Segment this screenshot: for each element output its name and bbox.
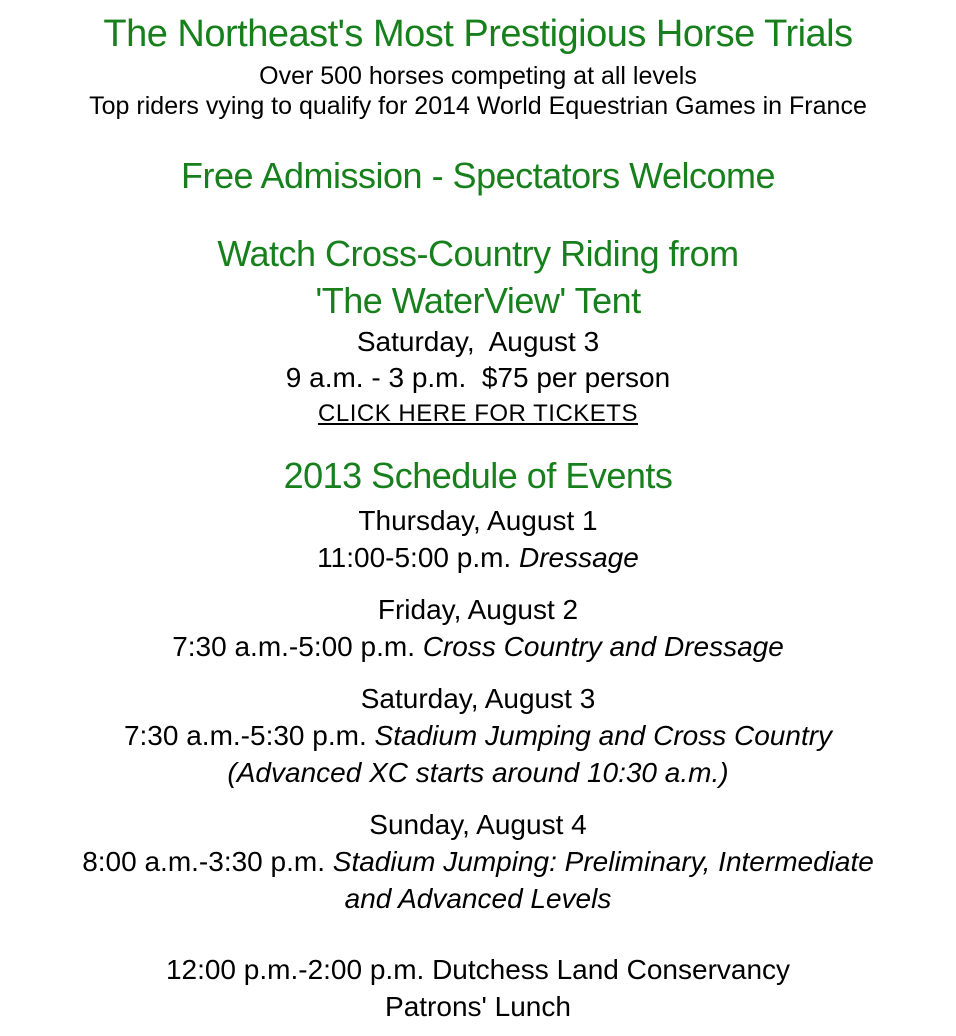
event-name: Stadium Jumping and Cross Country [374,720,833,751]
tickets-link[interactable]: CLICK HERE FOR TICKETS [318,400,638,427]
subtitle [8,61,948,121]
lunch-line-2: Patrons' Lunch [385,991,571,1022]
day-schedule-line [8,843,948,880]
tent-heading-line-2: 'The WaterView' Tent [315,280,641,321]
tent-heading-line-1: Watch Cross-Country Riding from [217,233,739,274]
event-name: Cross Country and Dressage [422,631,784,662]
event-name-continued: and Advanced Levels [344,883,612,914]
schedule-heading: 2013 Schedule of Events [283,455,673,496]
schedule-day-sunday [8,806,948,917]
time-range: 7:30 a.m.-5:00 p.m. [172,631,415,662]
time-range: 7:30 a.m.-5:30 p.m. [123,720,367,751]
schedule-day-friday [8,591,948,665]
tickets-link-line [8,396,948,432]
day-name: Saturday, August 3 [360,683,596,714]
event-name: Dressage [518,542,639,573]
patrons-lunch-entry [8,951,948,1025]
subtitle-line-2: Top riders vying to qualify for 2014 World Equestrian Games in France [89,92,867,120]
day-name: Thursday, August 1 [358,505,598,536]
event-note: (Advanced XC starts around 10:30 a.m.) [227,757,729,788]
tent-event-time-price: 9 a.m. - 3 p.m. $75 per person [285,362,671,393]
day-schedule-line [8,717,948,754]
tent-event-date: Saturday, August 3 [356,326,600,357]
subtitle-line-1: Over 500 horses competing at all levels [259,62,697,90]
tent-event-info [8,324,948,432]
time-range: 8:00 a.m.-3:30 p.m. [82,846,325,877]
lunch-line-1: 12:00 p.m.-2:00 p.m. Dutchess Land Conservancy [165,954,791,985]
event-name: Stadium Jumping: Preliminary, Intermediate [332,846,874,877]
day-schedule-line [8,628,948,665]
day-schedule-line [8,539,948,576]
schedule-day-thursday [8,502,948,576]
day-name: Sunday, August 4 [369,809,587,840]
time-range: 11:00-5:00 p.m. [317,542,512,573]
page-title: The Northeast's Most Prestigious Horse Trials [103,13,853,55]
free-admission-heading: Free Admission - Spectators Welcome [180,155,776,196]
day-name: Friday, August 2 [377,594,579,625]
schedule-day-saturday [8,680,948,791]
waterview-tent-heading [8,230,948,324]
event-flyer-page [8,12,948,1025]
